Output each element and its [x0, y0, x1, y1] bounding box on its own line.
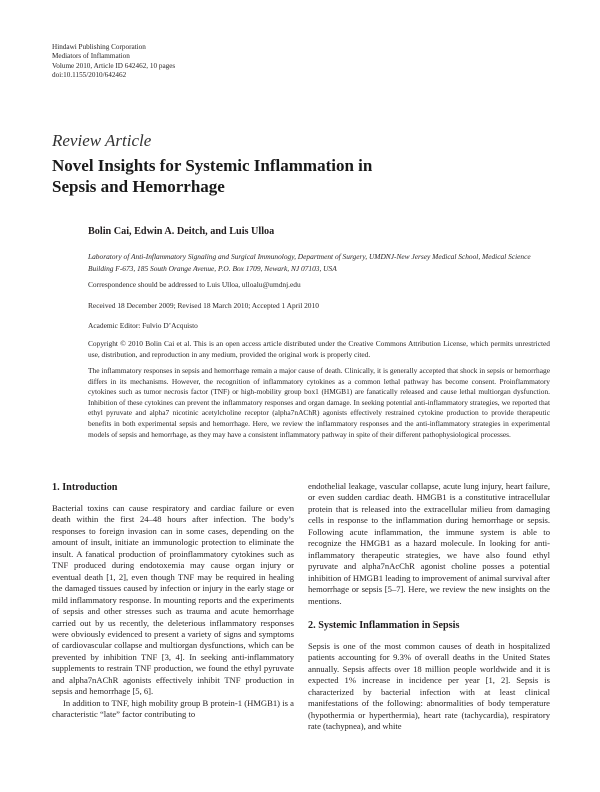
paragraph: In addition to TNF, high mobility group B protein-1 (HMGB1) is a characteristic “late” factor contributing to: [52, 697, 294, 720]
body-column-right: [308, 481, 550, 733]
section-heading-introduction: 1. Introduction: [52, 482, 118, 493]
author-list: Bolin Cai, Edwin A. Deitch, and Luis Ulloa: [88, 226, 275, 237]
affiliation: Laboratory of Anti-Inflammatory Signaling and Surgical Immunology, Department of Surgery, UMDNJ-New Jersey Medical School, Medical Science Building F-673, 185 South Orange Avenue, P.O. Box 1709, Newark, NJ 07103, USA: [88, 252, 531, 273]
section-heading-systemic-inflammation: 2. Systemic Inflammation in Sepsis: [308, 619, 460, 631]
academic-editor: Academic Editor: Fulvio D’Acquisto: [88, 321, 198, 330]
paragraph: Sepsis is one of the most common causes of death in hospitalized patients accounting for 9.3% of overall deaths in the United States annually. Sepsis affects over 18 million people worldwide and it is expected 1% increase in incidence per year [1, 2]. Sepsis is characterized by bacterial infection with at least clinical manifestations of the following: abnormalities of body temperature (hypothermia or hyperthermia), heart rate (tachycardia), respiratory rate (tachypnea), and white: [308, 640, 550, 732]
article-title: [52, 155, 372, 197]
publication-dates: Received 18 December 2009; Revised 18 March 2010; Accepted 1 April 2010: [88, 301, 319, 310]
paragraph: endothelial leakage, vascular collapse, acute lung injury, heart failure, or even sudden cardiac death. HMGB1 is a constitutive intracellular protein that is released into the extracellular milieu from damaging cells in response to the inflammation during hemorrhage or sepsis. Following acute inflammation, the immune system is able to recognize the HMGB1 as a hazard molecule. In looking for anti-inflammatory therapeutic strategies, we have also found ethyl pyruvate and alpha7nAcChR agonist choline posses a potential inhibition of HMGB1 leading to improvement of animal survival after hemorrhage or sepsis [5–7]. Here, we review the new insights on the mentions.: [308, 481, 550, 606]
article-type: Review Article: [52, 131, 152, 150]
abstract: The inflammatory responses in sepsis and hemorrhage remain a major cause of death. Clinically, it is generally accepted that shock in sepsis or hemorrhage differs in its mechanisms. However, the recognition of inflammatory cytokines as a common lethal pathway has become consent. Proinflammatory cytokines such as tumor necrosis factor (TNF) or high-mobility group box1 (HMGB1) are fanatically released and cause lethal multiorgan dysfunction. Inhibition of these cytokines can prevent the inflammatory responses and organ damage. In seeking potential anti-inflammatory strategies, we reported that ethyl pyruvate and alpha7 nicotinic acetylcholine receptor (alpha7nAChR) agonists effectively restrained cytokine production to provide therapeutic benefits in both experimental sepsis and hemorrhage. Here, we review the inflammatory responses and the anti-inflammatory strategies in experimental models of sepsis and hemorrhage, as they may have a consistent inflammatory pathway in spite of their different pathophysiological processes.: [88, 366, 550, 439]
journal-name: Mediators of Inflammation: [52, 52, 130, 61]
publisher-name: Hindawi Publishing Corporation: [52, 43, 146, 51]
volume-info: Volume 2010, Article ID 642462, 10 pages: [52, 61, 176, 70]
doi: doi:10.1155/2010/642462: [52, 70, 127, 79]
article-title-line2: Sepsis and Hemorrhage: [52, 177, 225, 196]
body-column-left: [52, 481, 294, 721]
copyright-notice: Copyright © 2010 Bolin Cai et al. This is an open access article distributed under the Creative Commons Attribution License, which permits unrestricted use, distribution, and reproduction in any medium, provided the original work is properly cited.: [88, 339, 550, 360]
paragraph: Bacterial toxins can cause respiratory and cardiac failure or even death within the first 24–48 hours after infection. The body’s responses to foreign invasion can in some cases, depending on the amount of insult, initiate an immunologic protection to eliminate the insult. A fanatical production of proinflammatory cytokines such as TNF produced during endotoxemia may cause organ injury or eventual death [1, 2], even though TNF may be required in healing the damaged tissues caused by infection or injury in the early stage or mild inflammatory response. In mounting reports and the experiments of sepsis and other stresses such as trauma and acute hemorrhage carried out by us recently, the deleterious inflammatory responses were obviously evidenced to present a variety of signs and symptoms of cardiovascular collapse and multiorgan dysfunctions, which can be prevented by inhibition TNF [3, 4]. In seeking anti-inflammatory supplements to restrain TNF production, we found the ethyl pyruvate and alpha7nAChR agonists effectively inhibit TNF production in sepsis and hemorrhage [5, 6].: [52, 503, 294, 697]
journal-header: [52, 43, 175, 80]
article-title-line1: Novel Insights for Systemic Inflammation in: [52, 156, 373, 175]
correspondence: Correspondence should be addressed to Luis Ulloa, ulloalu@umdnj.edu: [88, 280, 301, 289]
